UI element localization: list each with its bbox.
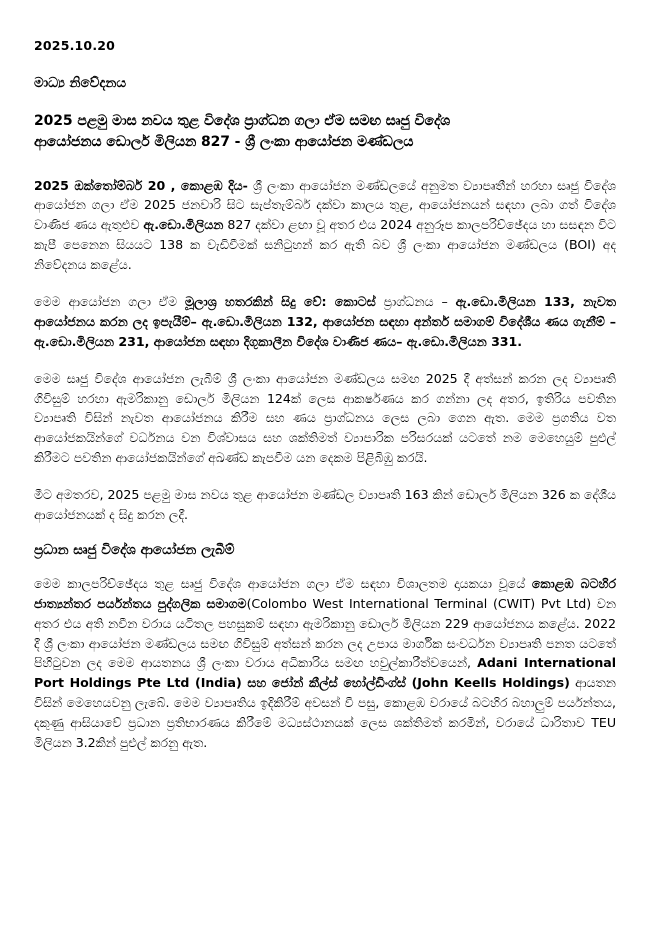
paragraph-cwit-bold-company: කොළඹ බටහිර ජාත්‍යන්තර පර්යන්තය පුද්ගලික සමාගම (34, 575, 616, 611)
paragraph-cwit-text-c: ආයතන විසින් මෙහෙයවනු ලැබේ. මෙම ව්‍යාපෘතිය ඉදිකිරීම් අවසන් වී පසු, කොළඹ වරායේ බටහිර බහාලුම් පර්යන්තය, දකුණු ආසියාවේ ප්‍රධාන ප්‍රතිභාරණය කිරීමේ මධ්‍යස්ථානයක් ලෙස ශක්තිමත් කරමින්, වරායේ ධාරිතාව TEU මිලියන 3.2කින් පුළුල් කරනු ඇත. (34, 675, 616, 751)
document-title-line-2: ආයෝජනය ඩොලර් මිලියන 827 - ශ්‍රී ලංකා ආයෝජන මණ්ඩලය (34, 134, 414, 151)
paragraph-sources-bold-b: ඇ.ඩො.මිලියන 133, නැවත ආයෝජනය කරන ලද ඉපැයීම්– ඇ.ඩො.මිලියන 132, ආයෝජන සඳහා අන්තර් සමාගම් විදේශීය ණය ගැනීම් – ඇ.ඩො.මිලියන 231, ආයෝජන සඳහා දිගුකාලීන විදේශ වාණිජ ණය– ඇ.ඩො.මිලියන 331. (34, 293, 616, 349)
document-date: 2025.10.20 (34, 38, 116, 53)
paragraph-intro-text-a: ශ්‍රී ලංකා ආයෝජන මණ්ඩලයේ අනුමත ව්‍යාපෘතීන් හරහා සෘජු විදේශ ආයෝජන ගලා ඒම 2025 ජනවාරි සිට සැප්තැම්බර් දක්වා කාලය තුළ, ආයෝජනයන් සඳහා ලබා ගත් විදේශ වාණිජ ණය ඇතුළුව (34, 177, 617, 233)
paragraph-cwit-bold-partners: Adani International Port Holdings Pte Ltd (India) සහ ජෝන් කීල්ස් හෝල්ඩිංග්ස් (John Keells Holdings) (34, 655, 616, 691)
paragraph-intro-bold-amount: ඇ.ඩො.මිලියන (143, 217, 224, 233)
document-title (34, 111, 616, 154)
paragraph-agreements: මෙම සෘජු විදේශ ආයෝජන ලැබීම් ශ්‍රී ලංකා ආයෝජන මණ්ඩලය සමඟ 2025 දී අත්සන් කරන ලද ව්‍යාපෘති ගිවිසුම් හරහා ඇමරිකානු ඩොලර් මිලියන 124ක් ලෙස ආකර්ෂණය කර ගන්නා ලද අතර, ඉතිරිය පවතින ව්‍යාපෘති විසින් නැවත ආයෝජනය කිරීම සහ ණය ප්‍රාග්ධනය ලෙස ලබා ගෙන ඇත. මෙම ප්‍රගතිය වත ආයෝජකයින්ගේ වර්ධනය වන විශ්වාසය සහ ශක්තිමත් ව්‍යාපාරික පරිසරයක් යටතේ නම මෙහෙයුම් පුළුල් කිරීමට පවතින ආයෝජකයින්ගේ අඛණ්ඩ කැපවීම යන දෙකම පිළිබිඹු කරයි. (34, 370, 616, 466)
paragraph-cwit (34, 574, 616, 753)
paragraph-sources-bold-a: මූලාශ්‍ර හතරකින් සිදු වේ: කොටස් (185, 293, 376, 309)
document-title-line-1: 2025 පළමු මාස නවය තුළ විදේශ ප්‍රාග්ධන ගලා ඒම සමඟ සෘජු විදේශ (34, 113, 451, 129)
paragraph-intro-lead: 2025 ඔක්තෝම්බර් 20 , කොළඹ දිය- (34, 177, 248, 193)
paragraph-domestic-investment: මීට අමතරව, 2025 පළමු මාස නවය තුළ ආයෝජන මණ්ඩල ව්‍යාපෘති 163 කින් ඩොලර් මිලියන 326 ක දේශීය ආයෝජනයක් ද සිදු කරන ලදී. (34, 487, 616, 522)
paragraph-intro (34, 176, 616, 275)
paragraph-cwit-text-b: (Colombo West International Terminal (CWIT) Pvt Ltd) වන අතර එය අති නවීන වරාය යටිතල පහසුකම් සඳහා ඇමරිකානු ඩොලර් මිලියන 229 ආයෝජනය කළේය. 2022 දී ශ්‍රී ලංකා ආයෝජන මණ්ඩලය සමඟ ගිවිසුම් අත්සන් කරන ලද උපාය මාර්ගික සංවර්ධන ව්‍යාපෘති පනත යටතේ පිහිටුවන ලද මෙම ආයතනය ශ්‍රී ලංකා වරාය අධිකාරිය සමඟ හවුල්කාරීත්වයෙන්, (34, 595, 616, 671)
section-heading-major-fdi: ප්‍රධාන සෘජු විදේශ ආයෝජන ලැබීම් (34, 541, 235, 558)
paragraph-sources-text-b: ප්‍රාග්ධනය – (375, 293, 456, 309)
paragraph-cwit-text-a: මෙම කාලපරිච්ඡේදය තුළ සෘජු විදේශ ආයෝජන ගලා ඒම සඳහා විශාලතම දායකයා වූයේ (34, 575, 532, 591)
paragraph-sources (34, 292, 616, 352)
paragraph-intro-text-b: 827 දක්වා ළඟා වූ අතර එය 2024 අනුරූප කාලපරිච්ඡේදය හා සසඳන විට කැපී පෙනෙන සියයට 138 ක වැඩිවීමක් සනිටුහන් කර ඇති බව ශ්‍රී ලංකා ආයෝජන මණ්ඩලය (BOI) අද නිවේදනය කළේය. (34, 217, 616, 273)
press-release-heading: මාධ්‍ය නිවේදනය (34, 75, 127, 91)
paragraph-sources-text-a: මෙම ආයෝජන ගලා ඒම (34, 293, 186, 309)
